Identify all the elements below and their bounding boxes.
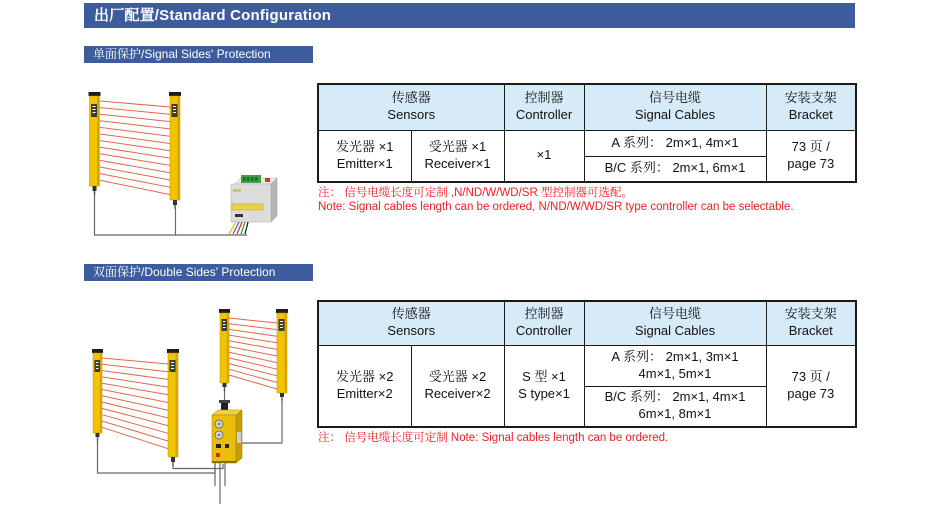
light-beam-lines: [100, 101, 170, 195]
light-beam-lines: [102, 358, 168, 449]
single-side-protection-illustration: [84, 78, 289, 251]
receiver-tower-icon: [276, 309, 288, 401]
double-side-protection-diagram: [84, 300, 299, 505]
controller-unit-icon: [229, 175, 277, 234]
cell-bracket: 73 页 / page 73: [766, 345, 856, 427]
column-header-controller: 控制器 Controller: [504, 301, 584, 345]
single-side-protection-diagram: [84, 78, 289, 246]
section-heading-double-side: 双面保护/Double Sides' Protection: [84, 264, 313, 281]
column-header-signal-cables: 信号电缆 Signal Cables: [584, 301, 766, 345]
note-single-side: [318, 187, 794, 214]
receiver-tower-icon: [167, 349, 179, 466]
emitter-tower-icon: [89, 92, 101, 195]
cell-cables-bc-series: B/C 系列： 2m×1, 4m×1 6m×1, 8m×1: [584, 386, 766, 427]
cell-emitter: 发光器 ×2 Emitter×2: [318, 345, 411, 427]
note-line: 注： 信号电缆长度可定制 Note: Signal cables length can be ordered.: [318, 432, 669, 444]
column-header-sensors: 传感器 Sensors: [318, 301, 504, 345]
cell-emitter: 发光器 ×1 Emitter×1: [318, 130, 411, 182]
cell-bracket: 73 页 / page 73: [766, 130, 856, 182]
cell-cables-bc-series: B/C 系列： 2m×1, 6m×1: [584, 156, 766, 182]
cell-cables-a-series: A 系列： 2m×1, 3m×1 4m×1, 5m×1: [584, 345, 766, 386]
emitter-tower-icon: [219, 309, 230, 391]
column-header-sensors: 传感器 Sensors: [318, 84, 504, 130]
cell-cables-a-series: A 系列： 2m×1, 4m×1: [584, 130, 766, 156]
note-double-side: [318, 432, 668, 446]
column-header-bracket: 安装支架 Bracket: [766, 301, 856, 345]
emitter-tower-icon: [92, 349, 103, 441]
standard-config-table-single: [317, 83, 857, 183]
cell-controller: ×1: [504, 130, 584, 182]
cell-controller: S 型 ×1 S type×1: [504, 345, 584, 427]
note-line-en: Note: Signal cables length can be ordered, N/ND/W/WD/SR type controller can be selectable.: [318, 200, 794, 213]
page-title: 出厂配置/Standard Configuration: [84, 3, 855, 28]
standard-config-table-double: [317, 300, 857, 428]
receiver-tower-icon: [169, 92, 181, 209]
column-header-signal-cables: 信号电缆 Signal Cables: [584, 84, 766, 130]
light-beam-lines: [229, 318, 277, 389]
section-heading-single-side: 单面保护/Signal Sides' Protection: [84, 46, 313, 63]
cell-receiver: 受光器 ×1 Receiver×1: [411, 130, 504, 182]
note-line-zh: 注： 信号电缆长度可定制 ,N/ND/W/WD/SR 型控制器可选配。: [318, 187, 633, 199]
s-type-controller-icon: [212, 400, 242, 463]
double-side-protection-illustration: [84, 300, 299, 510]
column-header-controller: 控制器 Controller: [504, 84, 584, 130]
cell-receiver: 受光器 ×2 Receiver×2: [411, 345, 504, 427]
column-header-bracket: 安装支架 Bracket: [766, 84, 856, 130]
